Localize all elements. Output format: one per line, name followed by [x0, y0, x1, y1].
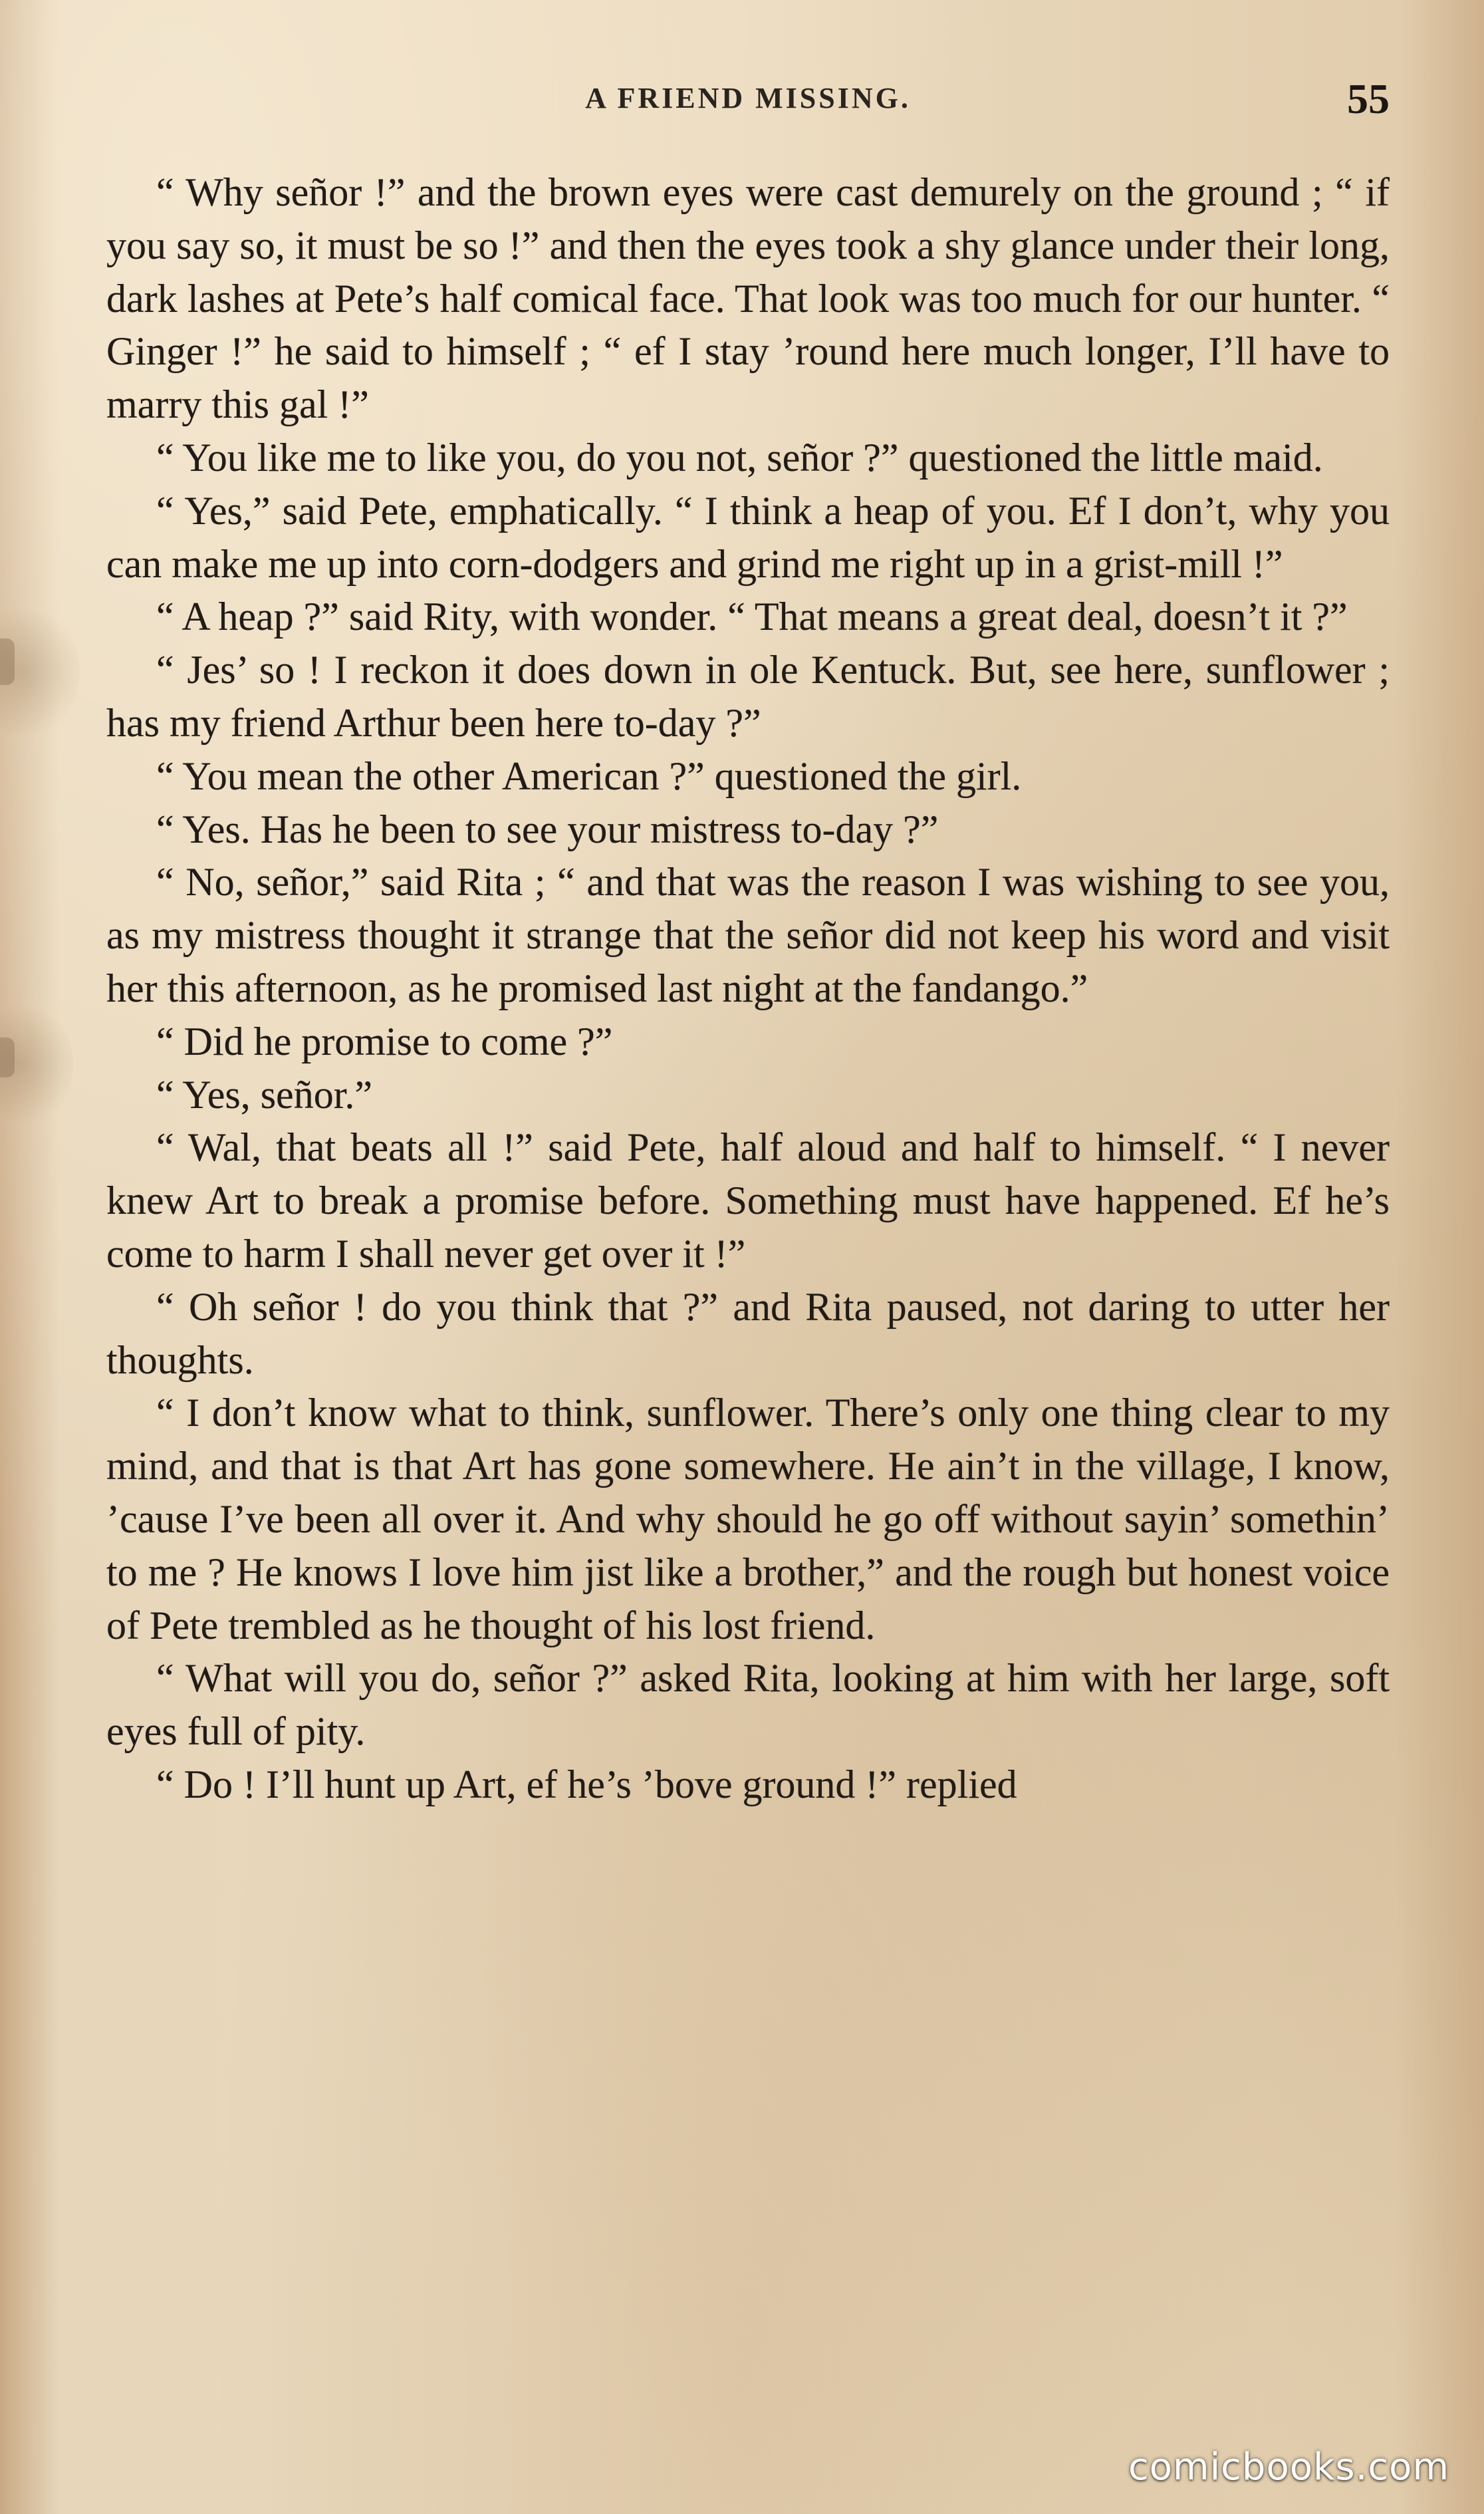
paragraph: “ Why señor !” and the brown eyes were cast demurely on the ground ; “ if you say so, it must be so !” and then the eyes took a shy glance under their long, dark lashes at Pete’s half comical face. That look was too much for our hunter. “ Ginger !” he said to himself ; “ ef I stay ’round here much longer, I’ll have to marry this gal !” [106, 170, 1390, 427]
paragraph: “ Do ! I’ll hunt up Art, ef he’s ’bove ground !” replied [156, 1762, 1017, 1806]
paragraph: “ You like me to like you, do you not, señor ?” questioned the little maid. [156, 435, 1323, 480]
paragraph: “ Jes’ so ! I reckon it does down in ole Kentuck. But, see here, sunflower ; has my friend Arthur been here to-day ?” [106, 648, 1390, 745]
paragraph: “ Yes,” said Pete, emphatically. “ I think a heap of you. Ef I don’t, why you can make me up into corn-dodgers and grind me right up in a grist-mill !” [106, 488, 1390, 586]
paragraph: “ Yes. Has he been to see your mistress to-day ?” [156, 807, 939, 851]
paragraph: “ No, señor,” said Rita ; “ and that was the reason I was wishing to see you, as my mistress thought it strange that the señor did not keep his word and visit her this afternoon, as he promised last night at the fandango.” [106, 860, 1390, 1010]
paragraph: “ A heap ?” said Rity, with wonder. “ That means a great deal, doesn’t it ?” [156, 595, 1348, 639]
page-number: 55 [1347, 75, 1390, 122]
paragraph: “ Yes, señor.” [156, 1072, 372, 1117]
paragraph: “ I don’t know what to think, sunflower. There’s only one thing clear to my mind, and that is that Art has gone somewhere. He ain’t in the village, I know, ’cause I’ve been all over it. And why should he go off without sayin’ somethin’ to me ? He knows I love him jist like a brother,” and the rough but honest voice of Pete trembled as he thought of his lost friend. [106, 1391, 1390, 1647]
page-edge-tear [0, 638, 15, 685]
paragraph: “ You mean the other American ?” questioned the girl. [156, 754, 1022, 798]
paragraph: “ Wal, that beats all !” said Pete, half aloud and half to himself. “ I never knew Art to break a promise before. Something must have happened. Ef he’s come to harm I shall never get over it !” [106, 1125, 1390, 1276]
running-title: A FRIEND MISSING. [585, 82, 911, 114]
watermark: comicbooks.com [1128, 2445, 1449, 2489]
body-text [106, 166, 1390, 1812]
paragraph: “ What will you do, señor ?” asked Rita, looking at him with her large, soft eyes full of pity. [106, 1656, 1390, 1754]
paragraph: “ Oh señor ! do you think that ?” and Rita paused, not daring to utter her thoughts. [106, 1284, 1390, 1382]
page-header [106, 75, 1390, 132]
page-edge-tear [0, 1038, 15, 1077]
paragraph: “ Did he promise to come ?” [156, 1019, 613, 1063]
